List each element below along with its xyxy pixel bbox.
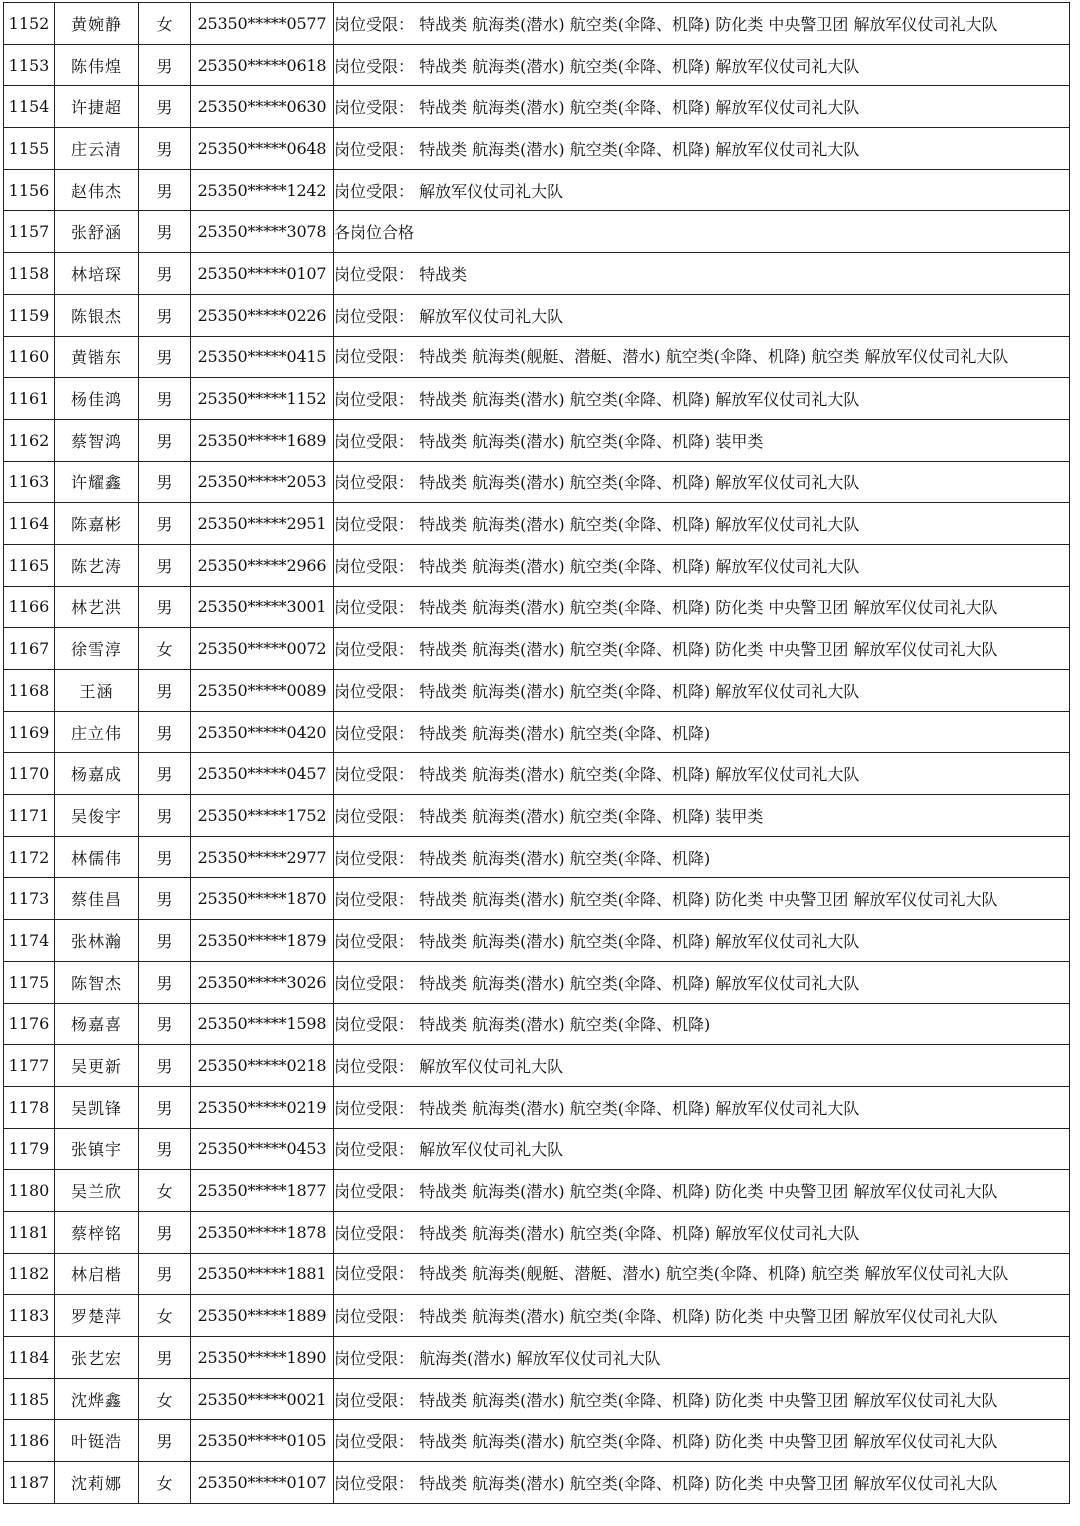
row-restriction-note: 各岗位合格 [334, 211, 1070, 253]
table-row [4, 1170, 1070, 1212]
row-name: 林艺洪 [55, 586, 139, 628]
row-id-number: 25350*****0420 [191, 711, 334, 753]
table-row [4, 711, 1070, 753]
row-gender: 女 [139, 1462, 191, 1504]
row-restriction-note: 岗位受限： 特战类 航海类(潜水) 航空类(伞降、机降) 解放军仪仗司礼大队 [334, 961, 1070, 1003]
row-number: 1172 [4, 836, 55, 878]
row-id-number: 25350*****1752 [191, 795, 334, 837]
row-id-number: 25350*****1689 [191, 419, 334, 461]
row-restriction-note: 岗位受限： 特战类 航海类(潜水) 航空类(伞降、机降) 解放军仪仗司礼大队 [334, 503, 1070, 545]
row-id-number: 25350*****0577 [191, 3, 334, 45]
row-number: 1173 [4, 878, 55, 920]
row-name: 徐雪淳 [55, 628, 139, 670]
row-id-number: 25350*****1152 [191, 378, 334, 420]
row-restriction-note: 岗位受限： 特战类 航海类(潜水) 航空类(伞降、机降) 防化类 中央警卫团 解放军仪仗司礼大队 [334, 586, 1070, 628]
row-restriction-note: 岗位受限： 特战类 航海类(潜水) 航空类(伞降、机降) 解放军仪仗司礼大队 [334, 461, 1070, 503]
table-row [4, 128, 1070, 170]
table-row [4, 961, 1070, 1003]
row-restriction-note: 岗位受限： 特战类 航海类(潜水) 航空类(伞降、机降) 防化类 中央警卫团 解放军仪仗司礼大队 [334, 628, 1070, 670]
row-gender: 男 [139, 336, 191, 378]
row-gender: 男 [139, 169, 191, 211]
row-number: 1152 [4, 3, 55, 45]
roster-body [4, 3, 1070, 1504]
table-row [4, 253, 1070, 295]
row-gender: 女 [139, 1378, 191, 1420]
row-restriction-note: 岗位受限： 解放军仪仗司礼大队 [334, 1045, 1070, 1087]
row-number: 1177 [4, 1045, 55, 1087]
table-row [4, 1253, 1070, 1295]
row-gender: 男 [139, 1337, 191, 1379]
row-gender: 男 [139, 503, 191, 545]
row-gender: 男 [139, 920, 191, 962]
row-gender: 男 [139, 419, 191, 461]
row-name: 许耀鑫 [55, 461, 139, 503]
table-row [4, 1086, 1070, 1128]
table-row [4, 1420, 1070, 1462]
row-restriction-note: 岗位受限： 特战类 航海类(潜水) 航空类(伞降、机降) 解放军仪仗司礼大队 [334, 670, 1070, 712]
row-restriction-note: 岗位受限： 特战类 航海类(潜水) 航空类(伞降、机降) 解放军仪仗司礼大队 [334, 86, 1070, 128]
row-number: 1165 [4, 544, 55, 586]
row-number: 1174 [4, 920, 55, 962]
row-id-number: 25350*****1879 [191, 920, 334, 962]
table-row [4, 795, 1070, 837]
row-name: 吴俊宇 [55, 795, 139, 837]
table-row [4, 1462, 1070, 1504]
row-id-number: 25350*****2977 [191, 836, 334, 878]
row-name: 陈嘉彬 [55, 503, 139, 545]
row-gender: 男 [139, 1211, 191, 1253]
table-row [4, 920, 1070, 962]
table-row [4, 1003, 1070, 1045]
row-id-number: 25350*****2951 [191, 503, 334, 545]
row-number: 1185 [4, 1378, 55, 1420]
row-restriction-note: 岗位受限： 特战类 航海类(潜水) 航空类(伞降、机降) 防化类 中央警卫团 解放军仪仗司礼大队 [334, 1170, 1070, 1212]
row-name: 蔡智鸿 [55, 419, 139, 461]
table-row [4, 378, 1070, 420]
row-gender: 男 [139, 128, 191, 170]
row-name: 吴兰欣 [55, 1170, 139, 1212]
row-gender: 男 [139, 753, 191, 795]
row-name: 吴凯锋 [55, 1086, 139, 1128]
row-number: 1162 [4, 419, 55, 461]
row-restriction-note: 岗位受限： 特战类 航海类(潜水) 航空类(伞降、机降) 防化类 中央警卫团 解放军仪仗司礼大队 [334, 878, 1070, 920]
row-restriction-note: 岗位受限： 特战类 航海类(潜水) 航空类(伞降、机降) [334, 836, 1070, 878]
row-gender: 男 [139, 253, 191, 295]
table-row [4, 1295, 1070, 1337]
row-gender: 女 [139, 628, 191, 670]
row-id-number: 25350*****0089 [191, 670, 334, 712]
row-restriction-note: 岗位受限： 特战类 航海类(潜水) 航空类(伞降、机降) [334, 711, 1070, 753]
row-name: 杨佳鸿 [55, 378, 139, 420]
row-number: 1163 [4, 461, 55, 503]
table-row [4, 1128, 1070, 1170]
row-gender: 男 [139, 1128, 191, 1170]
table-row [4, 461, 1070, 503]
row-id-number: 25350*****0415 [191, 336, 334, 378]
row-name: 林培琛 [55, 253, 139, 295]
row-id-number: 25350*****0457 [191, 753, 334, 795]
row-restriction-note: 岗位受限： 特战类 航海类(潜水) 航空类(伞降、机降) 解放军仪仗司礼大队 [334, 378, 1070, 420]
row-gender: 男 [139, 586, 191, 628]
row-id-number: 25350*****0072 [191, 628, 334, 670]
row-gender: 女 [139, 3, 191, 45]
table-row [4, 878, 1070, 920]
row-restriction-note: 岗位受限： 特战类 航海类(潜水) 航空类(伞降、机降) 解放军仪仗司礼大队 [334, 544, 1070, 586]
row-number: 1180 [4, 1170, 55, 1212]
row-restriction-note: 岗位受限： 特战类 航海类(舰艇、潜艇、潜水) 航空类(伞降、机降) 航空类 解放军仪仗司礼大队 [334, 336, 1070, 378]
row-number: 1184 [4, 1337, 55, 1379]
row-restriction-note: 岗位受限： 解放军仪仗司礼大队 [334, 1128, 1070, 1170]
row-id-number: 25350*****0105 [191, 1420, 334, 1462]
row-id-number: 25350*****1878 [191, 1211, 334, 1253]
row-restriction-note: 岗位受限： 特战类 航海类(潜水) 航空类(伞降、机降) 防化类 中央警卫团 解放军仪仗司礼大队 [334, 1378, 1070, 1420]
row-name: 林儒伟 [55, 836, 139, 878]
row-gender: 男 [139, 670, 191, 712]
row-gender: 男 [139, 1253, 191, 1295]
row-gender: 男 [139, 1045, 191, 1087]
row-name: 陈智杰 [55, 961, 139, 1003]
row-restriction-note: 岗位受限： 特战类 航海类(潜水) 航空类(伞降、机降) 解放军仪仗司礼大队 [334, 1086, 1070, 1128]
row-name: 赵伟杰 [55, 169, 139, 211]
row-gender: 女 [139, 1295, 191, 1337]
row-gender: 男 [139, 961, 191, 1003]
row-name: 沈烨鑫 [55, 1378, 139, 1420]
row-number: 1166 [4, 586, 55, 628]
row-restriction-note: 岗位受限： 特战类 航海类(潜水) 航空类(伞降、机降) 解放军仪仗司礼大队 [334, 920, 1070, 962]
table-row [4, 419, 1070, 461]
row-gender: 男 [139, 211, 191, 253]
table-row [4, 836, 1070, 878]
row-name: 张镇宇 [55, 1128, 139, 1170]
row-id-number: 25350*****1870 [191, 878, 334, 920]
row-id-number: 25350*****0219 [191, 1086, 334, 1128]
row-name: 林启楷 [55, 1253, 139, 1295]
row-number: 1160 [4, 336, 55, 378]
table-row [4, 1337, 1070, 1379]
table-row [4, 86, 1070, 128]
row-restriction-note: 岗位受限： 特战类 航海类(潜水) 航空类(伞降、机降) 解放军仪仗司礼大队 [334, 753, 1070, 795]
row-gender: 男 [139, 378, 191, 420]
row-name: 罗楚萍 [55, 1295, 139, 1337]
row-restriction-note: 岗位受限： 特战类 航海类(潜水) 航空类(伞降、机降) [334, 1003, 1070, 1045]
row-number: 1164 [4, 503, 55, 545]
table-row [4, 586, 1070, 628]
table-row [4, 670, 1070, 712]
row-gender: 男 [139, 44, 191, 86]
row-restriction-note: 岗位受限： 特战类 航海类(舰艇、潜艇、潜水) 航空类(伞降、机降) 航空类 解放军仪仗司礼大队 [334, 1253, 1070, 1295]
row-name: 许捷超 [55, 86, 139, 128]
row-number: 1181 [4, 1211, 55, 1253]
row-restriction-note: 岗位受限： 特战类 航海类(潜水) 航空类(伞降、机降) 防化类 中央警卫团 解放军仪仗司礼大队 [334, 1462, 1070, 1504]
row-gender: 男 [139, 1086, 191, 1128]
row-name: 庄云清 [55, 128, 139, 170]
row-id-number: 25350*****3078 [191, 211, 334, 253]
row-name: 张舒涵 [55, 211, 139, 253]
row-id-number: 25350*****0107 [191, 1462, 334, 1504]
row-id-number: 25350*****2053 [191, 461, 334, 503]
row-number: 1187 [4, 1462, 55, 1504]
table-row [4, 44, 1070, 86]
row-number: 1153 [4, 44, 55, 86]
row-id-number: 25350*****1598 [191, 1003, 334, 1045]
row-number: 1176 [4, 1003, 55, 1045]
row-id-number: 25350*****1242 [191, 169, 334, 211]
row-id-number: 25350*****0618 [191, 44, 334, 86]
row-restriction-note: 岗位受限： 特战类 航海类(潜水) 航空类(伞降、机降) 防化类 中央警卫团 解放军仪仗司礼大队 [334, 1295, 1070, 1337]
row-restriction-note: 岗位受限： 特战类 航海类(潜水) 航空类(伞降、机降) 解放军仪仗司礼大队 [334, 128, 1070, 170]
row-restriction-note: 岗位受限： 特战类 航海类(潜水) 航空类(伞降、机降) 防化类 中央警卫团 解放军仪仗司礼大队 [334, 1420, 1070, 1462]
row-id-number: 25350*****0226 [191, 294, 334, 336]
row-name: 杨嘉成 [55, 753, 139, 795]
table-row [4, 544, 1070, 586]
row-id-number: 25350*****1877 [191, 1170, 334, 1212]
row-gender: 男 [139, 836, 191, 878]
table-row [4, 169, 1070, 211]
row-restriction-note: 岗位受限： 解放军仪仗司礼大队 [334, 169, 1070, 211]
row-number: 1186 [4, 1420, 55, 1462]
row-number: 1182 [4, 1253, 55, 1295]
row-gender: 男 [139, 86, 191, 128]
row-name: 张林瀚 [55, 920, 139, 962]
row-name: 张艺宏 [55, 1337, 139, 1379]
table-row [4, 1378, 1070, 1420]
row-number: 1158 [4, 253, 55, 295]
row-number: 1159 [4, 294, 55, 336]
row-number: 1156 [4, 169, 55, 211]
row-number: 1154 [4, 86, 55, 128]
row-id-number: 25350*****1889 [191, 1295, 334, 1337]
row-gender: 男 [139, 294, 191, 336]
row-id-number: 25350*****0648 [191, 128, 334, 170]
row-name: 黄锴东 [55, 336, 139, 378]
row-id-number: 25350*****3001 [191, 586, 334, 628]
row-number: 1157 [4, 211, 55, 253]
row-restriction-note: 岗位受限： 特战类 [334, 253, 1070, 295]
row-name: 庄立伟 [55, 711, 139, 753]
row-number: 1175 [4, 961, 55, 1003]
row-restriction-note: 岗位受限： 解放军仪仗司礼大队 [334, 294, 1070, 336]
row-name: 王涵 [55, 670, 139, 712]
row-gender: 男 [139, 1420, 191, 1462]
table-row [4, 294, 1070, 336]
roster-table [3, 2, 1070, 1504]
row-gender: 男 [139, 1003, 191, 1045]
row-name: 蔡梓铭 [55, 1211, 139, 1253]
row-id-number: 25350*****2966 [191, 544, 334, 586]
row-id-number: 25350*****1890 [191, 1337, 334, 1379]
row-name: 蔡佳昌 [55, 878, 139, 920]
row-restriction-note: 岗位受限： 特战类 航海类(潜水) 航空类(伞降、机降) 装甲类 [334, 795, 1070, 837]
row-id-number: 25350*****0453 [191, 1128, 334, 1170]
table-row [4, 1045, 1070, 1087]
table-row [4, 3, 1070, 45]
row-number: 1161 [4, 378, 55, 420]
row-gender: 男 [139, 795, 191, 837]
table-row [4, 628, 1070, 670]
row-number: 1155 [4, 128, 55, 170]
row-name: 陈伟煌 [55, 44, 139, 86]
row-name: 陈艺涛 [55, 544, 139, 586]
table-row [4, 211, 1070, 253]
row-gender: 男 [139, 711, 191, 753]
table-row [4, 1211, 1070, 1253]
row-restriction-note: 岗位受限： 航海类(潜水) 解放军仪仗司礼大队 [334, 1337, 1070, 1379]
row-number: 1183 [4, 1295, 55, 1337]
row-number: 1171 [4, 795, 55, 837]
row-id-number: 25350*****1881 [191, 1253, 334, 1295]
row-id-number: 25350*****0218 [191, 1045, 334, 1087]
row-number: 1167 [4, 628, 55, 670]
row-name: 叶铤浩 [55, 1420, 139, 1462]
row-id-number: 25350*****0107 [191, 253, 334, 295]
row-restriction-note: 岗位受限： 特战类 航海类(潜水) 航空类(伞降、机降) 解放军仪仗司礼大队 [334, 44, 1070, 86]
row-restriction-note: 岗位受限： 特战类 航海类(潜水) 航空类(伞降、机降) 解放军仪仗司礼大队 [334, 1211, 1070, 1253]
row-name: 杨嘉喜 [55, 1003, 139, 1045]
row-number: 1178 [4, 1086, 55, 1128]
row-number: 1168 [4, 670, 55, 712]
table-row [4, 753, 1070, 795]
row-name: 黄婉静 [55, 3, 139, 45]
row-restriction-note: 岗位受限： 特战类 航海类(潜水) 航空类(伞降、机降) 防化类 中央警卫团 解放军仪仗司礼大队 [334, 3, 1070, 45]
table-row [4, 336, 1070, 378]
row-gender: 男 [139, 878, 191, 920]
row-restriction-note: 岗位受限： 特战类 航海类(潜水) 航空类(伞降、机降) 装甲类 [334, 419, 1070, 461]
table-row [4, 503, 1070, 545]
row-gender: 男 [139, 544, 191, 586]
row-gender: 女 [139, 1170, 191, 1212]
row-id-number: 25350*****0630 [191, 86, 334, 128]
row-name: 吴更新 [55, 1045, 139, 1087]
row-number: 1179 [4, 1128, 55, 1170]
row-name: 沈莉娜 [55, 1462, 139, 1504]
row-number: 1169 [4, 711, 55, 753]
row-id-number: 25350*****0021 [191, 1378, 334, 1420]
row-number: 1170 [4, 753, 55, 795]
row-name: 陈银杰 [55, 294, 139, 336]
row-gender: 男 [139, 461, 191, 503]
row-id-number: 25350*****3026 [191, 961, 334, 1003]
